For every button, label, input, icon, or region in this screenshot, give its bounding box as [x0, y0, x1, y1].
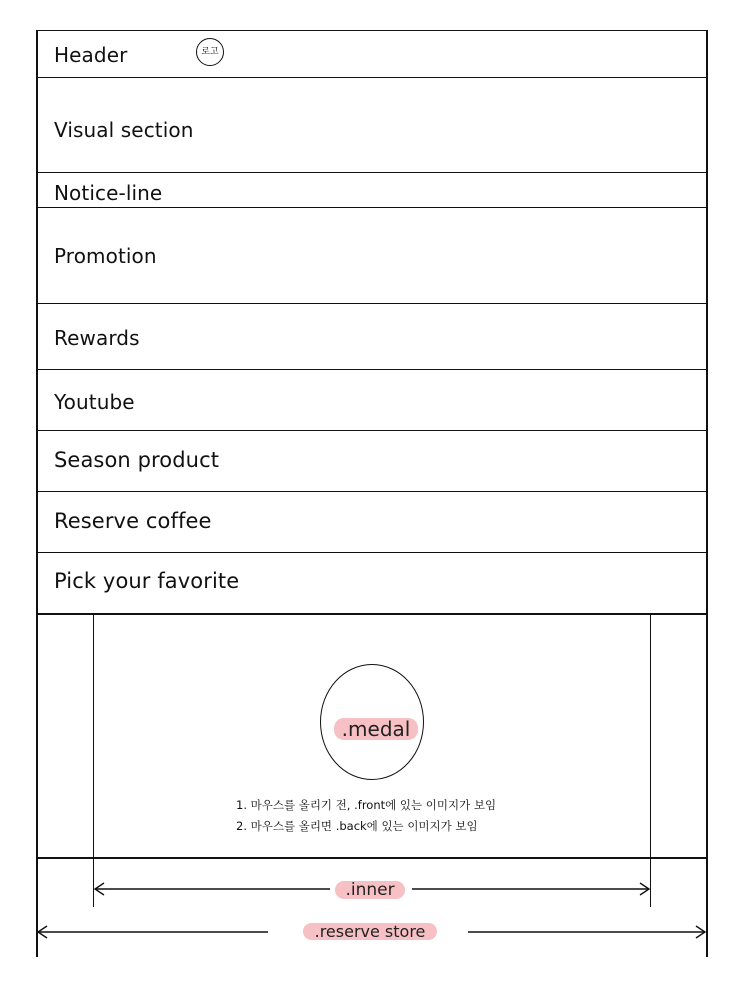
note-before-hover: 1. 마우스를 올리기 전, .front에 있는 이미지가 보임: [236, 798, 497, 812]
notice-line-label: Notice-line: [54, 181, 163, 205]
reserve-coffee-label: Reserve coffee: [54, 509, 212, 533]
rewards-label: Rewards: [54, 326, 140, 350]
pick-your-favorite-label: Pick your favorite: [54, 569, 240, 593]
reserve-store-label: .reserve store: [303, 923, 437, 940]
header-label: Header: [54, 43, 128, 67]
inner-label: .inner: [335, 881, 405, 899]
promotion-label: Promotion: [54, 244, 157, 268]
season-product-label: Season product: [54, 448, 220, 472]
logo-circle: 로고: [196, 38, 224, 66]
visual-section-label: Visual section: [54, 118, 194, 142]
youtube-label: Youtube: [54, 390, 135, 414]
medal-label: .medal: [334, 718, 418, 740]
note-on-hover: 2. 마우스를 올리면 .back에 있는 이미지가 보임: [236, 819, 478, 833]
